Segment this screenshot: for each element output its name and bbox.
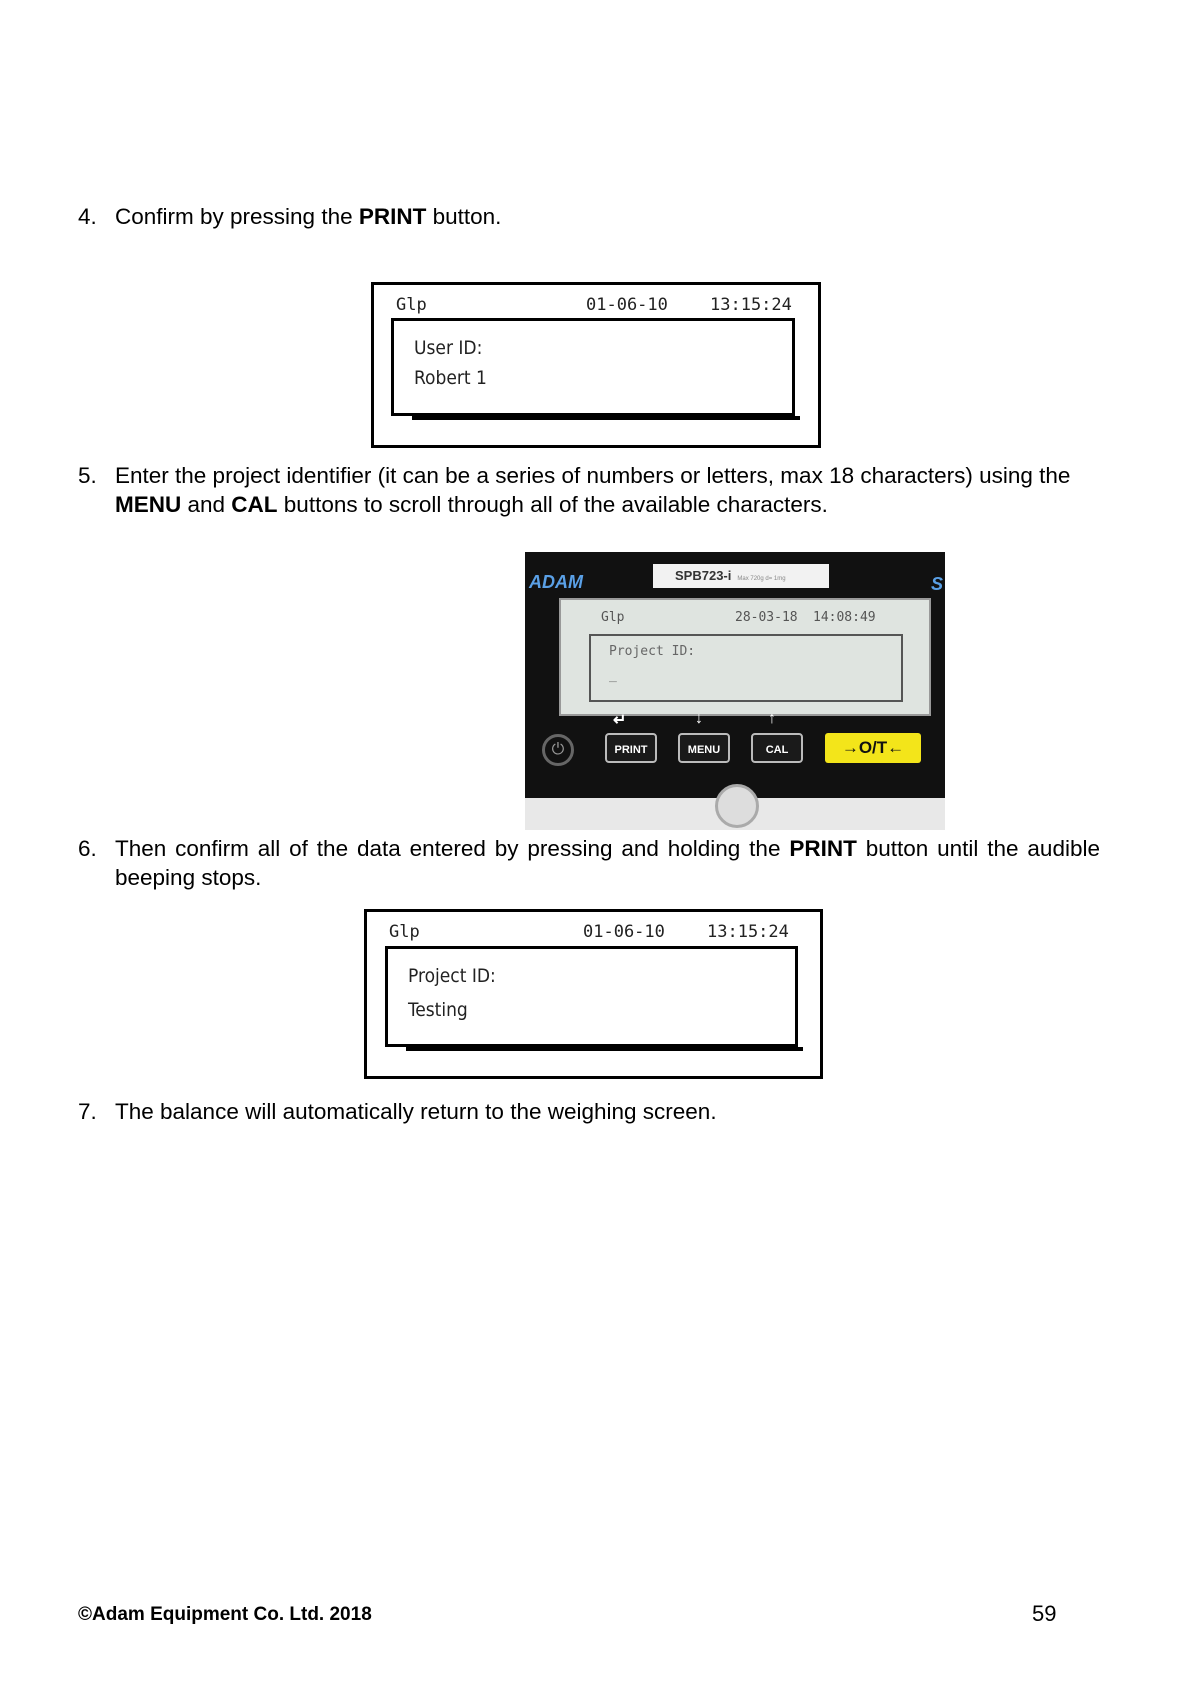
lcd-display-user-id [371, 282, 821, 448]
step-text: Enter the project identifier (it can be a series of numbers or letters, max 18 characters) using the MENU and CAL buttons to scroll through all of the available characters. [115, 463, 1071, 517]
up-arrow-icon: ↑ [768, 710, 776, 727]
step-number: 4. [78, 204, 97, 229]
power-icon[interactable]: ⏻ [542, 734, 574, 766]
screen-input-box [589, 634, 903, 702]
step-text: The balance will automatically return to the weighing screen. [115, 1099, 717, 1124]
step-number: 5. [78, 463, 97, 488]
lcd-line-1: Project ID: [408, 965, 496, 987]
tare-button[interactable]: →O/T← [825, 733, 921, 763]
footer-copyright: ©Adam Equipment Co. Ltd. 2018 [78, 1604, 372, 1625]
step-text: Then confirm all of the data entered by pressing and holding the PRINT button until the audible beeping stops. [115, 836, 1100, 890]
brand-logo: ADAM [529, 572, 583, 592]
step-number: 7. [78, 1099, 97, 1124]
photo-screen [559, 598, 931, 716]
lcd-line-1: User ID: [414, 337, 483, 359]
lcd-line-2: Testing [408, 999, 468, 1021]
menu-button[interactable]: MENU [678, 733, 730, 763]
cal-button[interactable]: CAL [751, 733, 803, 763]
lcd-mode: Glp [389, 922, 420, 942]
screen-mode: Glp [601, 610, 625, 625]
screen-time: 14:08:49 [813, 610, 876, 625]
level-bubble-icon [715, 784, 759, 828]
lcd-date: 01-06-10 [583, 922, 665, 942]
down-arrow-icon: ↓ [695, 710, 703, 727]
lcd-time: 13:15:24 [707, 922, 789, 942]
model-label: SPB723-i Max 720g d= 1mg [653, 564, 829, 588]
lcd-input-box [391, 318, 795, 416]
step-number: 6. [78, 836, 97, 861]
lcd-input-box [385, 946, 798, 1047]
brand-partial: S [930, 574, 943, 594]
step-5 [78, 461, 1100, 519]
lcd-line-2: Robert 1 [414, 367, 487, 389]
lcd-mode: Glp [396, 295, 427, 315]
screen-date: 28-03-18 [735, 610, 798, 625]
page-number: 59 [1032, 1601, 1057, 1626]
screen-line-1: Project ID: [609, 644, 696, 659]
balance-display-photo [525, 552, 945, 830]
step-4 [78, 202, 1100, 231]
step-7 [78, 1097, 1100, 1126]
screen-line-2: _ [609, 668, 617, 683]
lcd-time: 13:15:24 [710, 295, 792, 315]
step-6 [78, 834, 1100, 892]
lcd-display-project-id [364, 909, 823, 1079]
lcd-date: 01-06-10 [586, 295, 668, 315]
enter-arrow-icon: ↵ [613, 712, 627, 729]
step-text: Confirm by pressing the PRINT button. [115, 204, 502, 229]
print-button[interactable]: PRINT [605, 733, 657, 763]
